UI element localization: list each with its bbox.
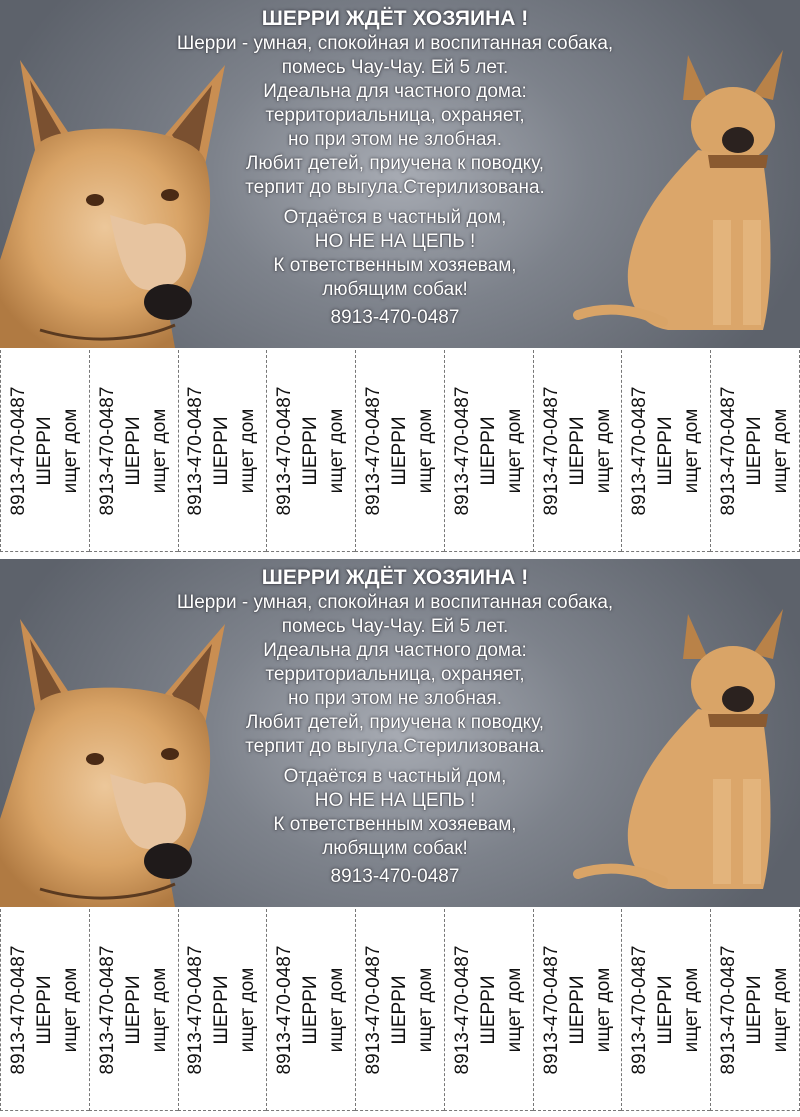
tab-caption: ищет дом bbox=[415, 408, 437, 493]
tab-name: ШЕРРИ bbox=[744, 415, 766, 486]
tab-caption: ищет дом bbox=[592, 408, 614, 493]
tab-name: ШЕРРИ bbox=[655, 974, 677, 1045]
appeal-line: НО НЕ НА ЦЕПЬ ! bbox=[314, 231, 476, 252]
tear-off-tab[interactable] bbox=[178, 350, 267, 552]
tear-off-tab[interactable] bbox=[710, 909, 800, 1111]
tab-name: ШЕРРИ bbox=[33, 974, 55, 1045]
appeal-line: НО НЕ НА ЦЕПЬ ! bbox=[314, 790, 476, 811]
tab-phone: 8913-470-0487 bbox=[451, 386, 473, 515]
tab-name: ШЕРРИ bbox=[477, 974, 499, 1045]
tab-caption: ищет дом bbox=[237, 967, 259, 1052]
tear-off-tab[interactable] bbox=[444, 909, 533, 1111]
tab-phone: 8913-470-0487 bbox=[363, 386, 385, 515]
appeal-line: любящим собак! bbox=[322, 279, 468, 300]
tab-caption: ищет дом bbox=[415, 967, 437, 1052]
tab-phone: 8913-470-0487 bbox=[185, 945, 207, 1074]
tab-caption: ищет дом bbox=[770, 967, 792, 1052]
tab-caption: ищет дом bbox=[681, 967, 703, 1052]
tab-caption: ищет дом bbox=[237, 408, 259, 493]
description-line: Идеальна для частного дома: bbox=[263, 81, 527, 102]
tab-phone: 8913-470-0487 bbox=[629, 945, 651, 1074]
tab-phone: 8913-470-0487 bbox=[540, 945, 562, 1074]
tab-caption: ищет дом bbox=[148, 967, 170, 1052]
tab-name: ШЕРРИ bbox=[122, 974, 144, 1045]
appeal-line: Отдаётся в частный дом, bbox=[283, 766, 507, 787]
description-line: но при этом не злобная. bbox=[288, 688, 502, 709]
description-line: но при этом не злобная. bbox=[288, 129, 502, 150]
tab-name: ШЕРРИ bbox=[389, 974, 411, 1045]
description-line: помесь Чау-Чау. Ей 5 лет. bbox=[281, 57, 509, 78]
tab-phone: 8913-470-0487 bbox=[274, 945, 296, 1074]
appeal-line: К ответственным хозяевам, bbox=[273, 255, 517, 276]
tear-off-tab[interactable] bbox=[710, 350, 800, 552]
tab-phone: 8913-470-0487 bbox=[451, 945, 473, 1074]
appeal-line: К ответственным хозяевам, bbox=[273, 814, 517, 835]
tab-caption: ищет дом bbox=[503, 408, 525, 493]
tab-phone: 8913-470-0487 bbox=[718, 945, 740, 1074]
tab-caption: ищет дом bbox=[59, 408, 81, 493]
tab-caption: ищет дом bbox=[148, 408, 170, 493]
flyer-text bbox=[60, 565, 730, 889]
tear-off-tab[interactable] bbox=[89, 909, 178, 1111]
tear-off-tab[interactable] bbox=[355, 909, 444, 1111]
tear-off-tab[interactable] bbox=[355, 350, 444, 552]
tear-off-tab[interactable] bbox=[178, 909, 267, 1111]
description-line: Идеальна для частного дома: bbox=[263, 640, 527, 661]
tab-caption: ищет дом bbox=[770, 408, 792, 493]
flyer-title: ШЕРРИ ЖДЁТ ХОЗЯИНА ! bbox=[261, 566, 529, 589]
description-line: терпит до выгула.Стерилизована. bbox=[245, 736, 545, 757]
description-line: территориальница, охраняет, bbox=[265, 664, 525, 685]
tab-name: ШЕРРИ bbox=[122, 415, 144, 486]
flyer-title: ШЕРРИ ЖДЁТ ХОЗЯИНА ! bbox=[261, 7, 529, 30]
tab-name: ШЕРРИ bbox=[389, 415, 411, 486]
tab-name: ШЕРРИ bbox=[477, 415, 499, 486]
description-line: помесь Чау-Чау. Ей 5 лет. bbox=[281, 616, 509, 637]
tear-off-tab[interactable] bbox=[0, 350, 89, 552]
tab-name: ШЕРРИ bbox=[566, 974, 588, 1045]
tab-caption: ищет дом bbox=[681, 408, 703, 493]
tear-off-tab[interactable] bbox=[621, 909, 710, 1111]
description-line: Шерри - умная, спокойная и воспитанная собака, bbox=[176, 33, 614, 54]
tab-name: ШЕРРИ bbox=[566, 415, 588, 486]
tab-phone: 8913-470-0487 bbox=[185, 386, 207, 515]
description-line: Любит детей, приучена к поводку, bbox=[245, 712, 545, 733]
tear-off-tab[interactable] bbox=[89, 350, 178, 552]
tear-off-tab[interactable] bbox=[533, 350, 622, 552]
tab-phone: 8913-470-0487 bbox=[540, 386, 562, 515]
tab-caption: ищет дом bbox=[59, 967, 81, 1052]
tab-name: ШЕРРИ bbox=[744, 974, 766, 1045]
tear-off-tabs bbox=[0, 348, 800, 556]
description-line: Любит детей, приучена к поводку, bbox=[245, 153, 545, 174]
flyer-top bbox=[0, 0, 800, 558]
tab-caption: ищет дом bbox=[592, 967, 614, 1052]
tab-name: ШЕРРИ bbox=[211, 974, 233, 1045]
tab-caption: ищет дом bbox=[503, 967, 525, 1052]
description-line: терпит до выгула.Стерилизована. bbox=[245, 177, 545, 198]
flyer-banner bbox=[0, 0, 800, 348]
tab-name: ШЕРРИ bbox=[655, 415, 677, 486]
appeal-line: любящим собак! bbox=[322, 838, 468, 859]
tab-phone: 8913-470-0487 bbox=[7, 386, 29, 515]
flyer-banner bbox=[0, 559, 800, 907]
tear-off-tab[interactable] bbox=[0, 909, 89, 1111]
flyer-text bbox=[60, 6, 730, 330]
tear-off-tab[interactable] bbox=[266, 350, 355, 552]
tear-off-tab[interactable] bbox=[444, 350, 533, 552]
tab-phone: 8913-470-0487 bbox=[363, 945, 385, 1074]
tab-phone: 8913-470-0487 bbox=[7, 945, 29, 1074]
tab-caption: ищет дом bbox=[326, 967, 348, 1052]
tear-off-tab[interactable] bbox=[533, 909, 622, 1111]
tear-off-tab[interactable] bbox=[621, 350, 710, 552]
tab-phone: 8913-470-0487 bbox=[96, 386, 118, 515]
tab-name: ШЕРРИ bbox=[211, 415, 233, 486]
flyer-phone: 8913-470-0487 bbox=[330, 866, 460, 887]
flyer-bottom bbox=[0, 559, 800, 1117]
description-line: территориальница, охраняет, bbox=[265, 105, 525, 126]
tab-phone: 8913-470-0487 bbox=[629, 386, 651, 515]
tab-phone: 8913-470-0487 bbox=[96, 945, 118, 1074]
tear-off-tabs bbox=[0, 907, 800, 1115]
tab-phone: 8913-470-0487 bbox=[274, 386, 296, 515]
flyer-phone: 8913-470-0487 bbox=[330, 307, 460, 328]
tab-name: ШЕРРИ bbox=[300, 415, 322, 486]
tab-caption: ищет дом bbox=[326, 408, 348, 493]
appeal-line: Отдаётся в частный дом, bbox=[283, 207, 507, 228]
tear-off-tab[interactable] bbox=[266, 909, 355, 1111]
description-line: Шерри - умная, спокойная и воспитанная собака, bbox=[176, 592, 614, 613]
tab-phone: 8913-470-0487 bbox=[718, 386, 740, 515]
tab-name: ШЕРРИ bbox=[33, 415, 55, 486]
tab-name: ШЕРРИ bbox=[300, 974, 322, 1045]
